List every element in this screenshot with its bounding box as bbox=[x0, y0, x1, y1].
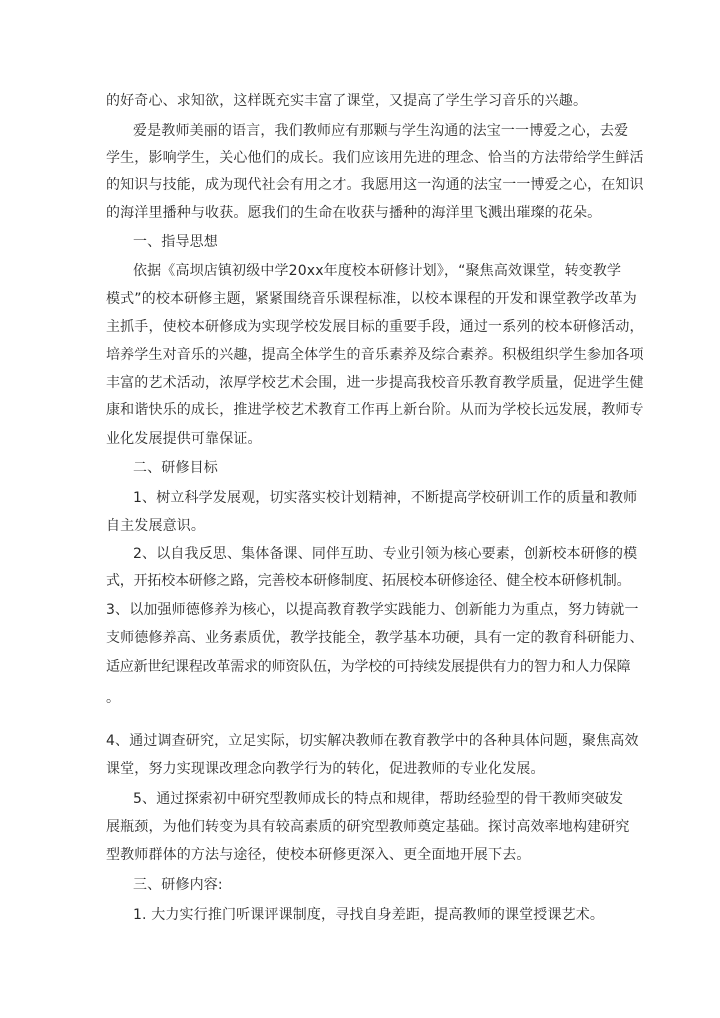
list-item-line: 支师德修养高、业务素质优，教学技能全，教学基本功硬，具有一定的教育科研能力、 bbox=[106, 630, 644, 646]
paragraph-line: 的好奇心、求知欲，这样既充实丰富了课堂，又提高了学生学习音乐的兴趣。 bbox=[106, 93, 588, 109]
paragraph-line: 培养学生对音乐的兴趣，提高全体学生的音乐素养及综合素养。积极组织学生参加各项 bbox=[106, 347, 644, 363]
list-item-line: 1、树立科学发展观，切实落实校计划精神，不断提高学校研训工作的质量和教师 bbox=[133, 490, 638, 506]
list-item-line: 。 bbox=[106, 690, 121, 706]
list-item-line: 适应新世纪课程改革需求的师资队伍，为学校的可持续发展提供有力的智力和人力保障 bbox=[106, 659, 631, 675]
paragraph-line: 业化发展提供可靠保证。 bbox=[106, 431, 262, 447]
list-item-line: 4、通过调查研究，立足实际，切实解决教师在教育教学中的各种具体问题，聚焦高效 bbox=[106, 733, 639, 749]
paragraph-line: 学生，影响学生，关心他们的成长。我们应该用先进的理念、恰当的方法带给学生鲜活 bbox=[106, 150, 644, 166]
list-item-line: 式，开拓校本研修之路，完善校本研修制度、拓展校本研修途径、健全校本研修机制。 bbox=[106, 573, 631, 589]
paragraph-line: 模式”的校本研修主题，紧紧围绕音乐课程标准，以校本课程的开发和课堂教学改革为 bbox=[106, 291, 637, 307]
paragraph-line: 康和谐快乐的成长，推进学校艺术教育工作再上新台阶。从而为学校长远发展，教师专 bbox=[106, 402, 644, 418]
list-item-line: 展瓶颈，为他们转变为具有较高素质的研究型教师奠定基础。探讨高效率地构建研究 bbox=[106, 819, 630, 835]
list-item-line: 3、以加强师德修养为核心，以提高教育教学实践能力、创新能力为重点，努力铸就一 bbox=[106, 602, 639, 618]
list-item-line: 课堂，努力实现课改理念向教学行为的转化，促进教师的专业化发展。 bbox=[106, 761, 545, 777]
list-item-line: 型教师群体的方法与途径，使校本研修更深入、更全面地开展下去。 bbox=[106, 847, 531, 863]
paragraph-line: 的海洋里播种与收获。愿我们的生命在收获与播种的海洋里飞溅出璀璨的花朵。 bbox=[106, 205, 602, 221]
paragraph-line: 主抓手，使校本研修成为实现学校发展目标的重要手段，通过一系列的校本研修活动， bbox=[106, 319, 644, 335]
paragraph-line: 丰富的艺术活动，浓厚学校艺术会围，进一步提高我校音乐教育教学质量，促进学生健 bbox=[106, 375, 644, 391]
list-item-line: 1. 大力实行推门听课评课制度，寻找自身差距，提高教师的课堂授课艺术。 bbox=[133, 907, 605, 923]
list-item-line: 5、通过探索初中研究型教师成长的特点和规律，帮助经验型的骨干教师突破发 bbox=[133, 791, 624, 807]
list-item-line: 自主发展意识。 bbox=[106, 518, 206, 534]
section-heading: 三、研修内容: bbox=[133, 877, 223, 893]
paragraph-line: 爱是教师美丽的语言，我们教师应有那颗与学生沟通的法宝一一博爱之心，去爱 bbox=[133, 123, 629, 139]
section-heading: 二、研修目标 bbox=[133, 460, 218, 476]
section-heading: 一、指导思想 bbox=[133, 234, 218, 250]
list-item-line: 2、以自我反思、集体备课、同伴互助、专业引领为核心要素，创新校本研修的模 bbox=[133, 546, 638, 562]
paragraph-line: 的知识与技能，成为现代社会有用之才。我愿用这一沟通的法宝一一博爱之心，在知识 bbox=[106, 177, 644, 193]
paragraph-line: 依据《高坝店镇初级中学20xx年度校本研修计划》，“聚焦高效课堂，转变教学 bbox=[133, 263, 622, 279]
